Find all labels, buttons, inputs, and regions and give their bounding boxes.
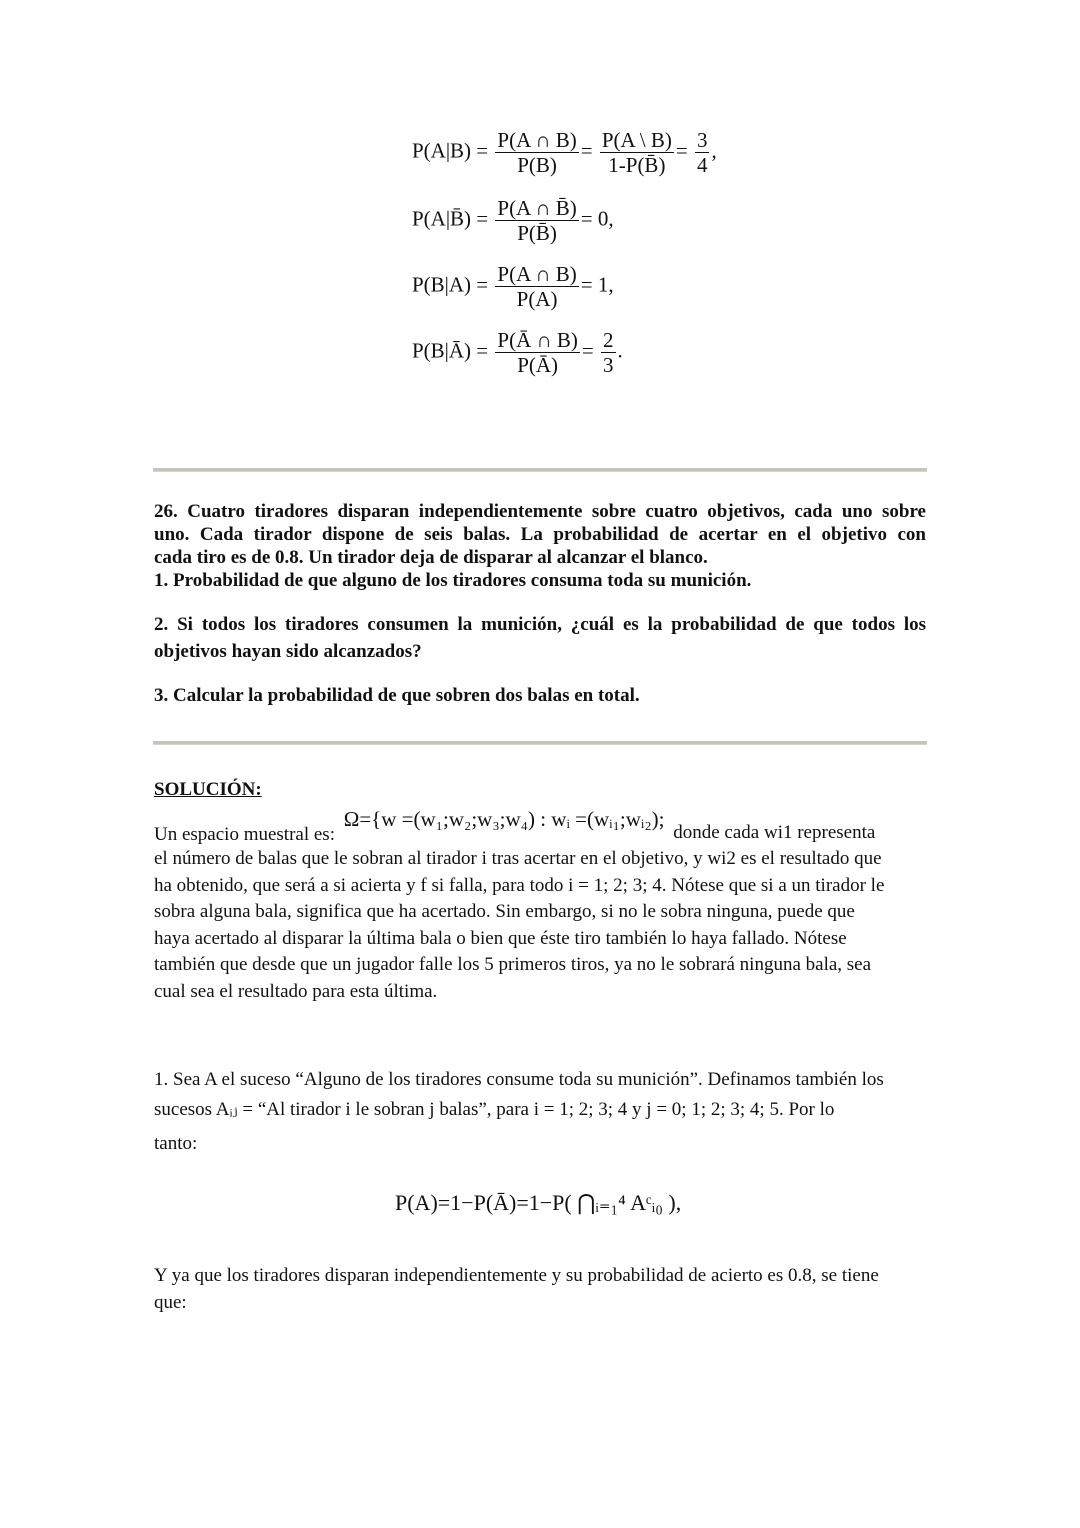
fraction (495, 196, 578, 245)
question-1: 1. Probabilidad de que alguno de los tiradores consuma toda su munición. (154, 570, 752, 591)
formula-lhs: P(A|B) = (412, 138, 489, 163)
denominator: 4 (696, 153, 708, 177)
conclusion (154, 1263, 929, 1316)
statement-line: uno. Cada tirador dispone de seis balas. La probabilidad de acertar en el objetivo con (154, 524, 926, 545)
part-1-line: sucesos Aᵢⱼ = “Al tirador i le sobran j balas”, para i = 1; 2; 3; 4 y j = 0; 1; 2; 3; 4; 5. Por lo (154, 1099, 835, 1120)
formula-rhs: = 1, (580, 272, 614, 297)
numerator: 2 (603, 328, 614, 352)
denominator: P(Ā) (517, 353, 559, 377)
fraction (600, 128, 674, 177)
solution-line: el número de balas que le sobran al tirador i tras acertar en el objetivo, y wi2 es el resultado que (154, 848, 882, 869)
solution-line: sobra alguna bala, significa que ha acertado. Sin embargo, si no le sobra ninguna, puede que (154, 901, 855, 923)
pa-formula-text: P(A)=1−P(Ā)=1−P( ⋂ᵢ₌₁⁴ Aᶜᵢ₀ ), (395, 1190, 682, 1215)
fraction (495, 328, 580, 377)
question-3-text: 3. Calcular la probabilidad de que sobren dos balas en total. (154, 685, 640, 706)
fraction (601, 328, 616, 377)
problem-statement (154, 500, 926, 592)
solution-heading (154, 777, 262, 804)
part-1 (154, 1067, 929, 1157)
formula-lhs: P(B|A) = (412, 272, 489, 297)
formula-tail: , (711, 138, 717, 163)
conclusion-line: Y ya que los tiradores disparan independientemente y su probabilidad de acierto es 0.8, se tiene (154, 1265, 879, 1286)
question-2 (154, 612, 926, 665)
numerator: P(A ∩ B) (497, 128, 577, 152)
fraction (495, 262, 578, 311)
formula-p-b-given-a (412, 262, 614, 311)
denominator: P(B) (517, 153, 557, 177)
omega-formula: Ω={w =(w₁;w₂;w₃;w₄) : wᵢ =(wᵢ₁;wᵢ₂); (343, 807, 665, 831)
part-1-line: 1. Sea A el suceso “Alguno de los tiradores consume toda su munición”. Definamos también los (154, 1069, 884, 1090)
question-2-line: 2. Si todos los tiradores consumen la munición, ¿cuál es la probabilidad de que todos los (154, 614, 926, 635)
question-2-line: objetivos hayan sido alcanzados? (154, 640, 422, 662)
numerator: P(A ∩ B) (497, 262, 577, 286)
solution-heading-text: SOLUCIÓN: (154, 779, 262, 800)
denominator: P(B̄) (517, 221, 557, 245)
question-3 (154, 683, 926, 710)
solution-line: cual sea el resultado para esta última. (154, 980, 438, 1002)
denominator: P(A) (516, 287, 558, 311)
conclusion-line: que: (154, 1291, 187, 1313)
numerator: P(A \ B) (601, 128, 672, 152)
statement-line: 26. Cuatro tiradores disparan independientemente sobre cuatro objetivos, cada uno sobre (154, 501, 926, 522)
numerator: P(Ā ∩ B) (497, 328, 578, 352)
part-1-line: tanto: (154, 1133, 198, 1154)
statement-line: cada tiro es de 0.8. Un tirador deja de disparar al alcanzar el blanco. (154, 547, 708, 568)
formula-rhs: = 0, (580, 206, 614, 231)
formula-p-a-given-b: P(A|B) = $\frac{P(A \cap B)}{P(B)}$ = $\frac{P(A \backslash B)}{1-P(B̄)}$ = $\frac{3}{4}$ , (412, 128, 717, 177)
solution-line: también que desde que un jugador falle los 5 primeros tiros, ya no le sobrará ninguna bala, sea (154, 954, 872, 976)
intro-text: Un espacio muestral es: (154, 824, 335, 845)
solution-paragraph (154, 846, 929, 1006)
fraction (495, 128, 578, 177)
denominator: 1-P(B̄) (608, 153, 666, 177)
formula-lhs: P(A|B̄) = (412, 206, 489, 231)
numerator: P(A ∩ B̄) (497, 196, 577, 220)
divider-bottom (153, 741, 927, 745)
solution-line: haya acertado al disparar la última bala o bien que éste tiro también lo haya fallado. Nótese (154, 927, 847, 949)
formula-p-a-given-not-b (412, 196, 614, 245)
formula-tail: . (617, 338, 623, 363)
denominator: 3 (603, 353, 614, 377)
fraction (695, 128, 710, 177)
numerator: 3 (696, 128, 708, 152)
probability-formula (395, 1190, 681, 1216)
formula-lhs: P(B|Ā) = (412, 338, 489, 363)
divider-top (153, 468, 927, 472)
formula-p-b-given-not-a: P(B|Ā) = $\frac{P(Ā \cap B)}{P(Ā)}$ = $\frac{2}{3}$ . (412, 328, 623, 377)
solution-line: ha obtenido, que será a si acierta y f si falla, para todo i = 1; 2; 3; 4. Nótese que si a un tirador le (154, 874, 885, 896)
intro-end-text: donde cada wi1 representa (673, 822, 876, 843)
solution-intro-line (154, 806, 944, 845)
